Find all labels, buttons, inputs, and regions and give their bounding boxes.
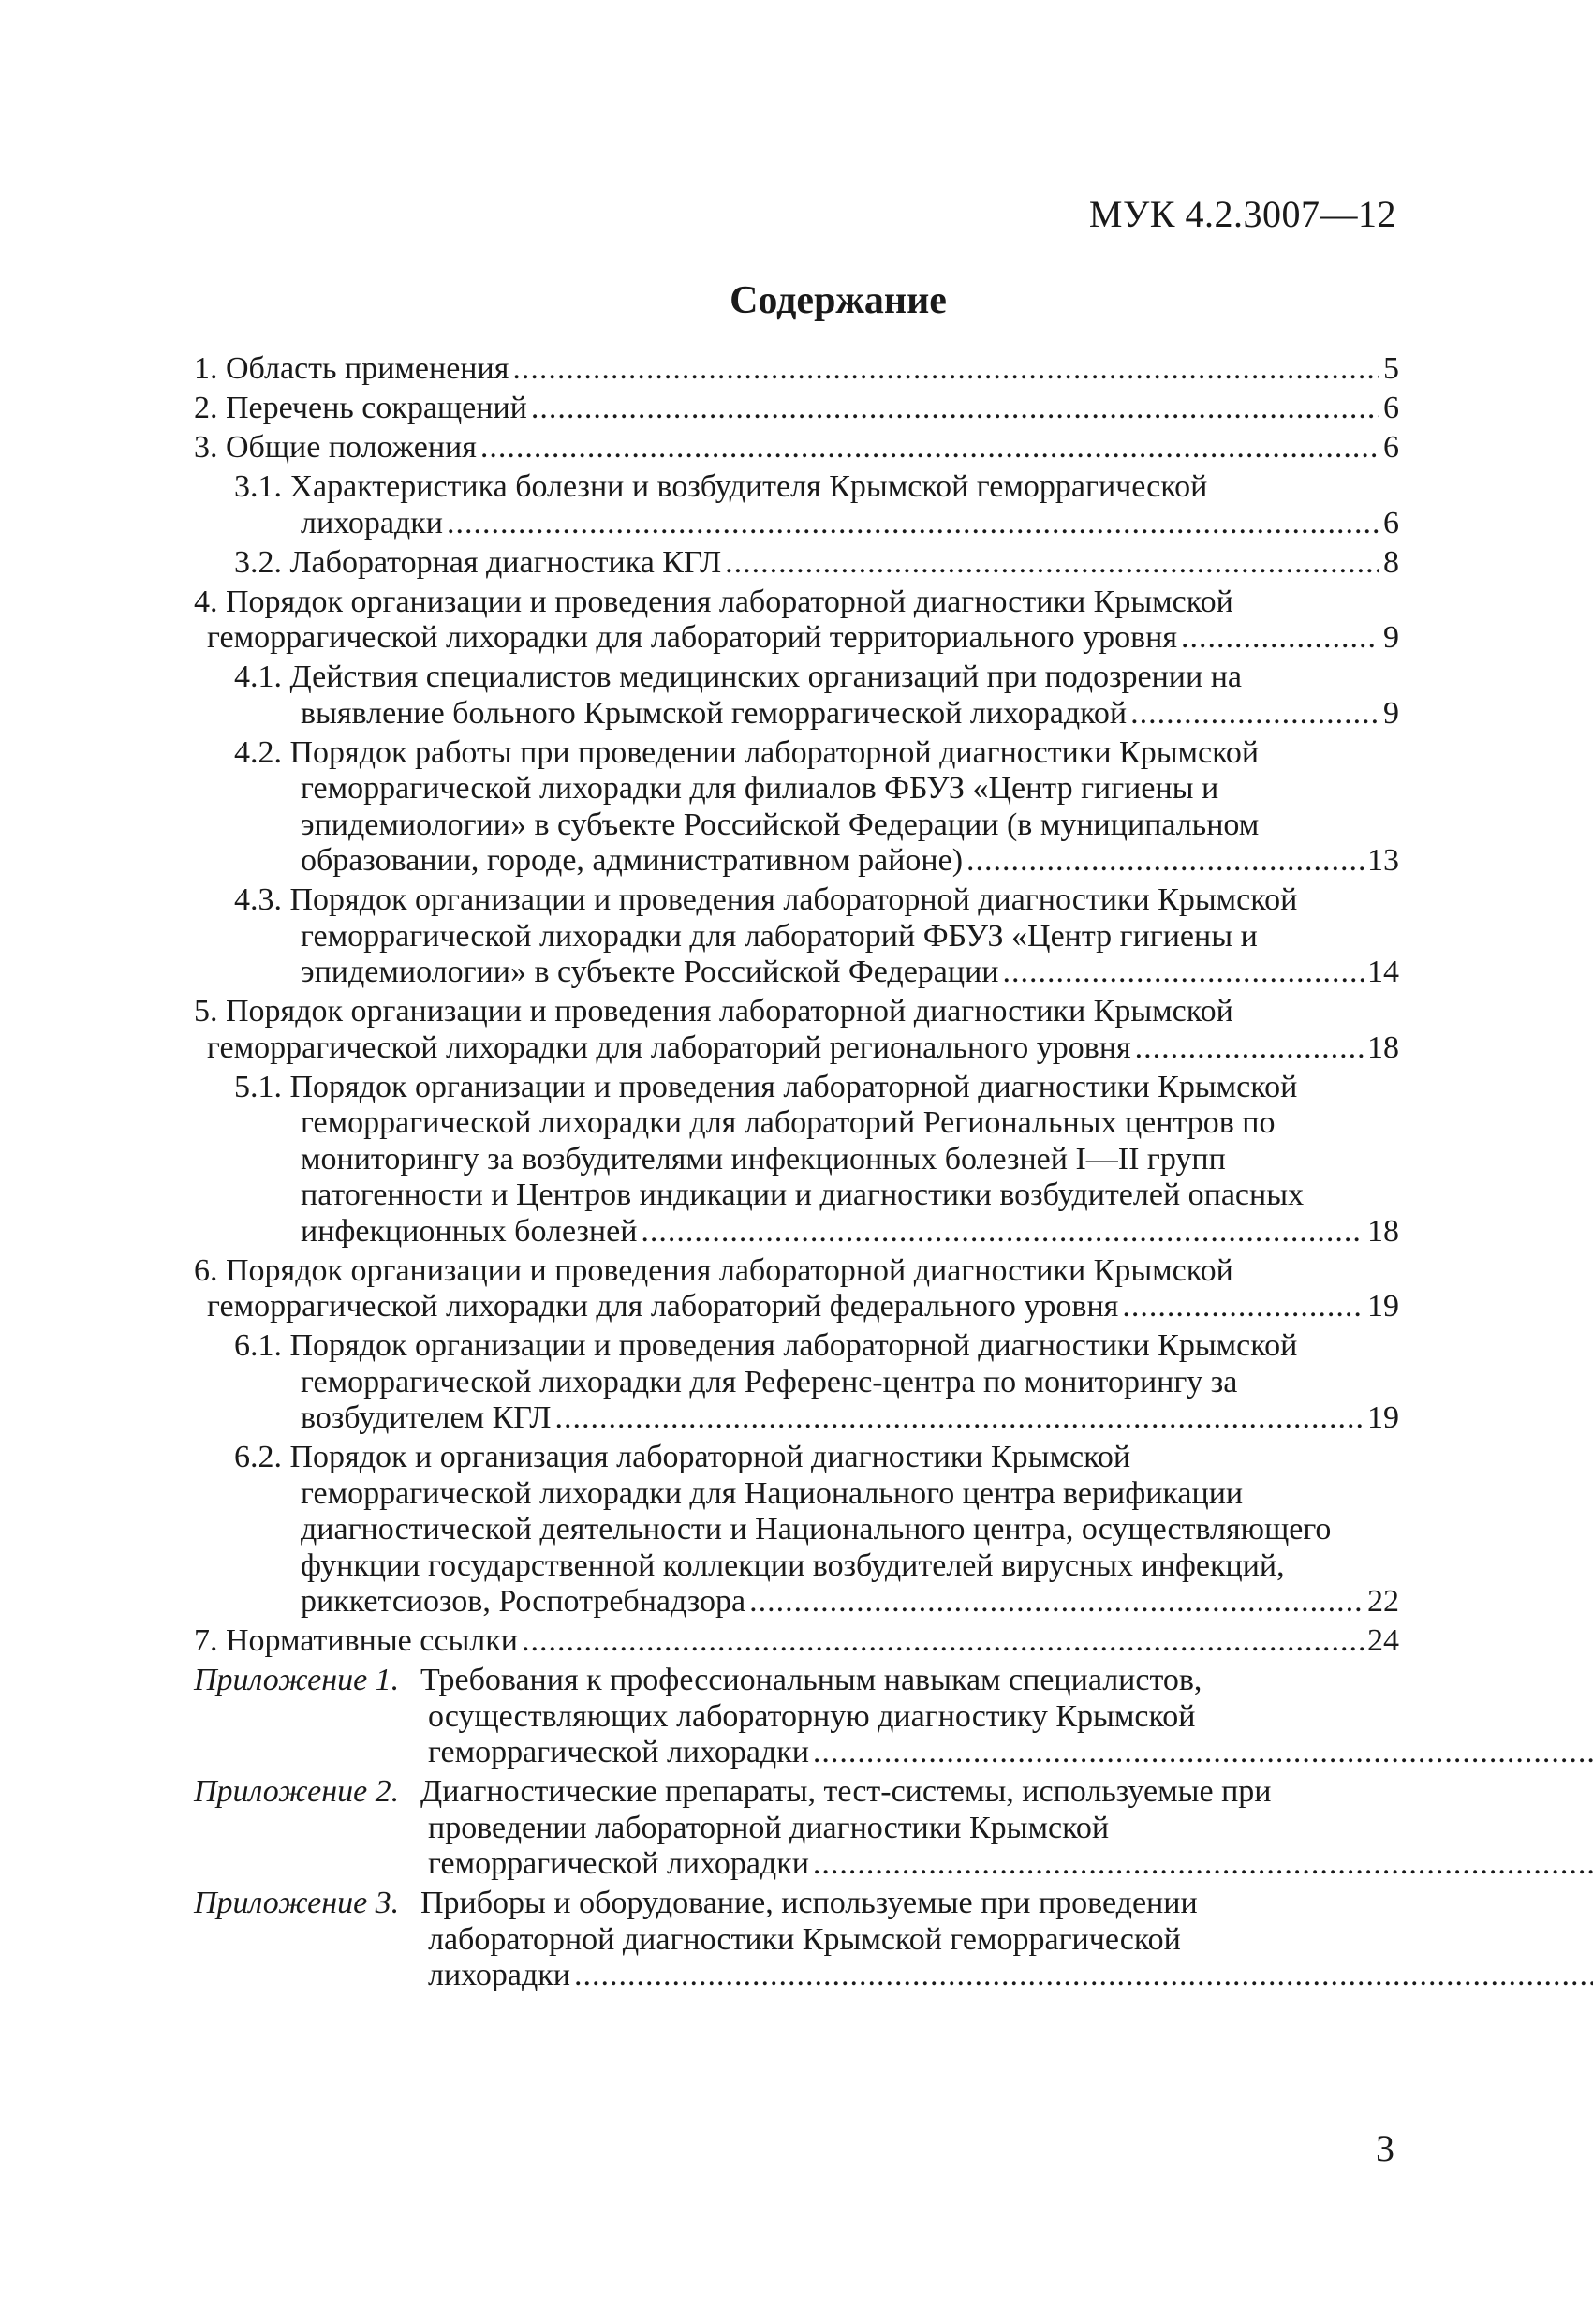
toc-entry-text: образовании, городе, административном районе) (301, 843, 964, 878)
toc-entry[interactable] (194, 545, 1399, 582)
toc-entry[interactable] (194, 659, 1399, 732)
toc-entry[interactable] (194, 430, 1399, 466)
toc-appendix-entry[interactable] (194, 1774, 1399, 1883)
toc-entry[interactable] (194, 1253, 1399, 1325)
toc-entry-text: эпидемиологии» в субъекте Российской Федерации (301, 955, 999, 989)
toc-entry-text: диагностической деятельности и Национального центра, осуществляющего (301, 1512, 1332, 1547)
toc-page-number: 9 (1383, 695, 1399, 731)
toc-entry[interactable] (194, 1328, 1399, 1437)
toc-entry[interactable] (194, 585, 1399, 657)
toc-entry-text: мониторингу за возбудителями инфекционных болезней I—II групп (301, 1141, 1226, 1177)
toc-entry[interactable] (194, 735, 1399, 880)
toc-page-number: 13 (1367, 843, 1399, 878)
toc-page-number: 24 (1367, 1623, 1399, 1658)
toc-entry-text: возбудителем КГЛ (301, 1400, 552, 1435)
toc-entry-text: патогенности и Центров индикации и диагностики возбудителей опасных (301, 1177, 1305, 1212)
toc-page-number: 22 (1367, 1584, 1399, 1619)
toc-entry-text: инфекционных болезней (301, 1213, 638, 1249)
toc-entry-text: 6.1. Порядок организации и проведения лабораторной диагностики Крымской (234, 1328, 1298, 1363)
toc-page-number: 6 (1383, 505, 1399, 540)
toc-entry[interactable] (194, 1440, 1399, 1621)
toc-page-number: 18 (1367, 1029, 1399, 1065)
table-of-contents (194, 351, 1399, 1997)
toc-entry-text: геморрагической лихорадки для Национального центра верификации (301, 1475, 1244, 1511)
toc-entry-text: эпидемиологии» в субъекте Российской Федерации (в муниципальном (301, 807, 1260, 842)
toc-page-number: 5 (1383, 351, 1399, 386)
toc-entry-text: осуществляющих лабораторную диагностику Крымской (428, 1698, 1196, 1734)
toc-entry-text: геморрагической лихорадки для лабораторий федерального уровня (207, 1289, 1119, 1324)
toc-entry-text: 6. Порядок организации и проведения лабораторной диагностики Крымской (194, 1252, 1233, 1288)
toc-entry-text: геморрагической лихорадки (428, 1846, 809, 1881)
toc-entry-text: 3. Общие положения (194, 430, 477, 465)
toc-entry-text: 4.3. Порядок организации и проведения лабораторной диагностики Крымской (234, 882, 1298, 917)
document-code: МУК 4.2.3007—12 (1088, 193, 1396, 235)
toc-entry[interactable] (194, 1623, 1399, 1660)
toc-page-number: 19 (1367, 1400, 1399, 1435)
toc-entry-text: геморрагической лихорадки для лабораторий территориального уровня (207, 620, 1177, 655)
page-number: 3 (1376, 2127, 1394, 2169)
toc-entry-text: геморрагической лихорадки для Референс-центра по мониторингу за (301, 1364, 1238, 1399)
toc-entry-text: геморрагической лихорадки для лабораторий регионального уровня (207, 1029, 1131, 1065)
toc-entry-text: геморрагической лихорадки для филиалов ФБУЗ «Центр гигиены и (301, 771, 1219, 806)
toc-entry-text: лихорадки (428, 1958, 570, 1992)
toc-entry-text: геморрагической лихорадки для лабораторий Региональных центров по (301, 1105, 1276, 1140)
toc-entry-text: 2. Перечень сокращений (194, 391, 527, 425)
toc-entry[interactable] (194, 469, 1399, 541)
toc-entry-text: Требования к профессиональным навыкам специалистов, (420, 1663, 1202, 1697)
page-title: Содержание (730, 279, 947, 322)
toc-entry-text: 1. Область применения (194, 351, 509, 386)
toc-entry[interactable] (194, 391, 1399, 427)
toc-page-number: 6 (1383, 430, 1399, 465)
toc-entry-text: Диагностические препараты, тест-системы, используемые при (420, 1774, 1272, 1809)
toc-entry-text: выявление больного Крымской геморрагической лихорадкой (301, 695, 1128, 731)
toc-page-number: 14 (1367, 955, 1399, 989)
toc-entry-text: 3.2. Лабораторная диагностика КГЛ (234, 544, 722, 580)
toc-entry-text: Приборы и оборудование, используемые при проведении (420, 1886, 1198, 1920)
toc-entry-text: риккетсиозов, Роспотребнадзора (301, 1584, 746, 1619)
appendix-label: Приложение 1. (194, 1663, 400, 1697)
appendix-label: Приложение 2. (194, 1774, 400, 1809)
toc-entry-text: геморрагической лихорадки (428, 1735, 809, 1769)
toc-entry-text: 3.1. Характеристика болезни и возбудителя Крымской геморрагической (234, 469, 1208, 504)
toc-page-number: 8 (1383, 544, 1399, 580)
toc-entry[interactable] (194, 1070, 1399, 1251)
toc-entry-text: 4. Порядок организации и проведения лабораторной диагностики Крымской (194, 584, 1233, 619)
toc-entry-text: 6.2. Порядок и организация лабораторной диагностики Крымской (234, 1440, 1131, 1474)
toc-entry[interactable] (194, 882, 1399, 991)
toc-entry-text: 4.1. Действия специалистов медицинских организаций при подозрении на (234, 659, 1242, 694)
toc-entry-text: функции государственной коллекции возбудителей вирусных инфекций, (301, 1547, 1285, 1583)
toc-entry-text: геморрагической лихорадки для лабораторий ФБУЗ «Центр гигиены и (301, 918, 1258, 954)
toc-entry-text: 7. Нормативные ссылки (194, 1623, 518, 1658)
toc-entry-text: лабораторной диагностики Крымской геморрагической (428, 1921, 1181, 1957)
toc-entry[interactable] (194, 351, 1399, 388)
toc-entry[interactable] (194, 994, 1399, 1066)
toc-entry-text: 5.1. Порядок организации и проведения лабораторной диагностики Крымской (234, 1069, 1298, 1104)
toc-page-number: 19 (1367, 1289, 1399, 1324)
toc-entry-text: 5. Порядок организации и проведения лабораторной диагностики Крымской (194, 994, 1233, 1029)
toc-entry-text: 4.2. Порядок работы при проведении лабораторной диагностики Крымской (234, 734, 1260, 770)
toc-entry-text: лихорадки (301, 505, 443, 540)
appendix-label: Приложение 3. (194, 1886, 400, 1920)
toc-entry-text: проведении лабораторной диагностики Крымской (428, 1810, 1110, 1845)
toc-page-number: 18 (1367, 1213, 1399, 1249)
toc-appendix-entry[interactable] (194, 1663, 1399, 1771)
toc-page-number: 9 (1383, 620, 1399, 655)
toc-appendix-entry[interactable] (194, 1886, 1399, 1994)
toc-page-number: 6 (1383, 391, 1399, 425)
